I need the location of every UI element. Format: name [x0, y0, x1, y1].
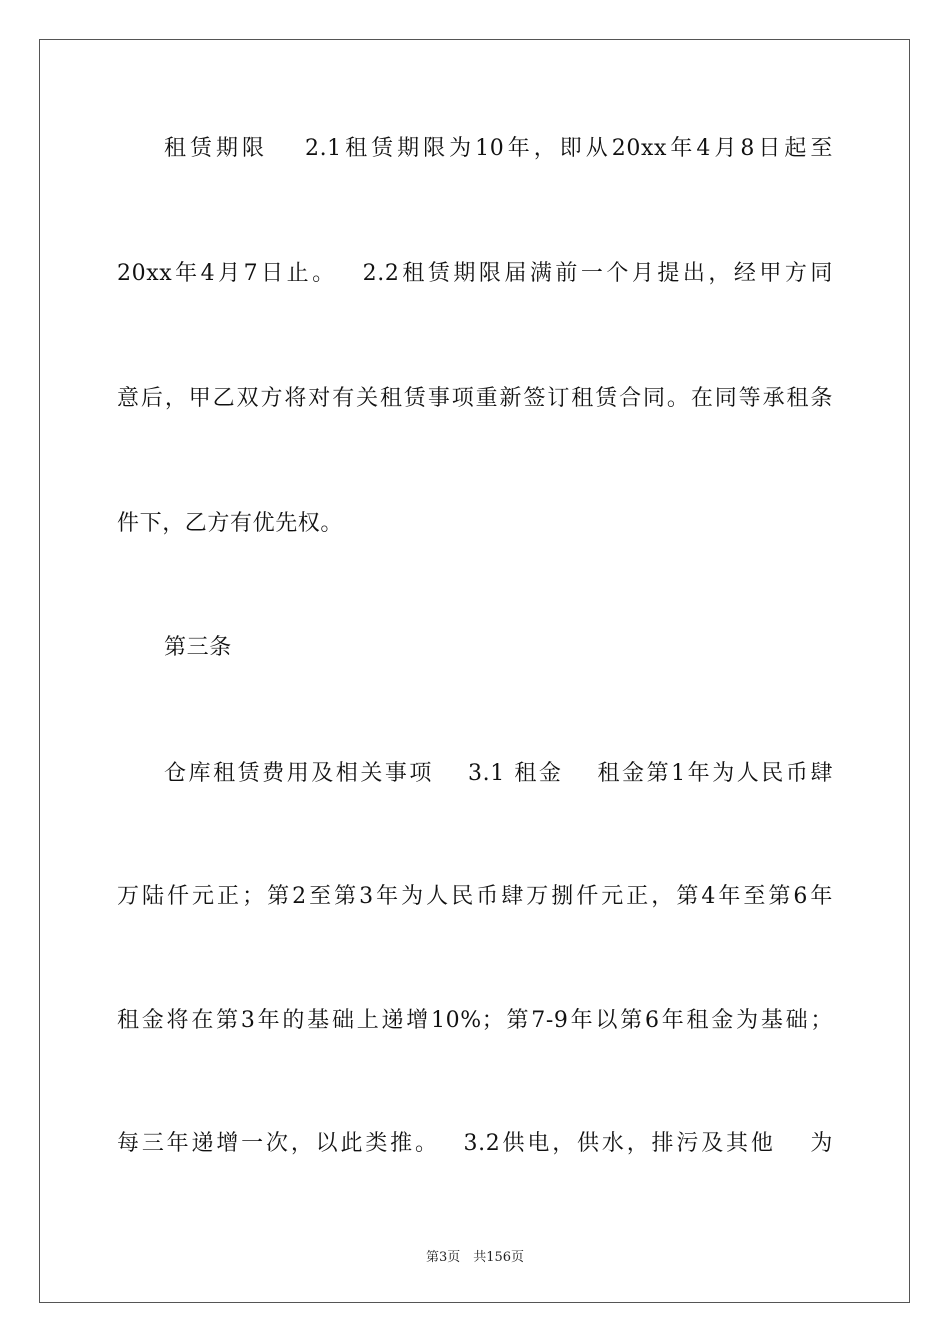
body-line-2: 20xx年4月7日止。 2.2租赁期限届满前一个月提出，经甲方同 — [117, 261, 833, 286]
body-line-1: 租赁期限 2.1租赁期限为10年，即从20xx年4月8日起至 — [164, 136, 833, 161]
page-border — [39, 39, 910, 1303]
body-line-5: 仓库租赁费用及相关事项 3.1 租金 租金第1年为人民币肆 — [164, 761, 833, 786]
body-line-4: 件下，乙方有优先权。 — [117, 511, 344, 536]
body-line-6: 万陆仟元正；第2至第3年为人民币肆万捌仟元正，第4年至第6年 — [117, 884, 833, 909]
section-heading: 第三条 — [164, 635, 232, 660]
body-line-7: 租金将在第3年的基础上递增10%；第7-9年以第6年租金为基础； — [117, 1008, 833, 1033]
body-line-8: 每三年递增一次，以此类推。 3.2供电，供水，排污及其他 为 — [117, 1131, 833, 1156]
page-number-footer: 第3页 共156页 — [425, 1250, 525, 1265]
body-line-3: 意后，甲乙双方将对有关租赁事项重新签订租赁合同。在同等承租条 — [117, 386, 833, 411]
